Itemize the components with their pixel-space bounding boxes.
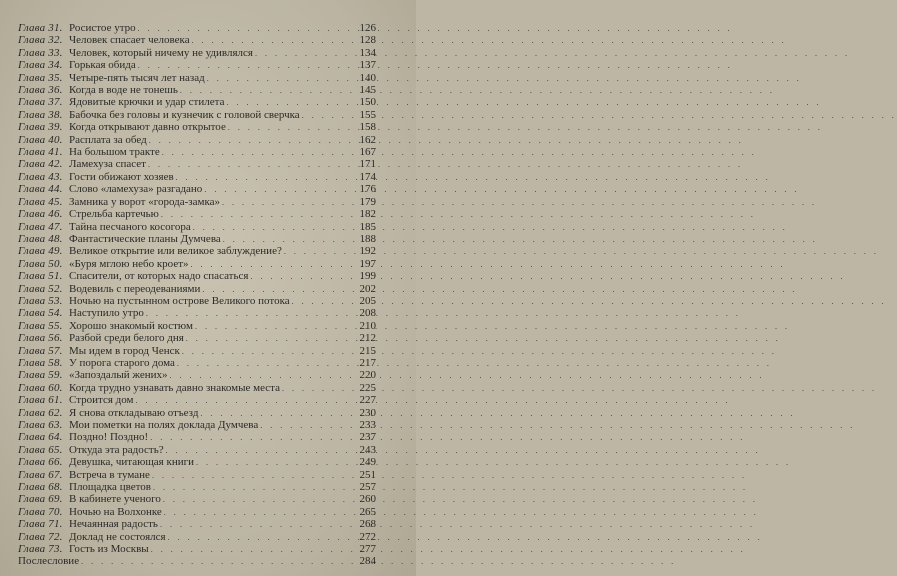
toc-entry-chapter-label: Глава 50.	[18, 257, 63, 270]
toc-entry-page: 188	[359, 232, 376, 245]
toc-entry-chapter-label: Глава 72.	[18, 530, 63, 543]
toc-entry	[18, 47, 376, 59]
dot-leader	[222, 197, 352, 209]
toc-entry-chapter-label: Глава 32.	[18, 34, 63, 47]
toc-entry	[18, 134, 376, 146]
dot-leader	[151, 544, 352, 556]
toc-entry-title: Фантастические планы Думчева	[69, 232, 221, 245]
toc-entry	[18, 109, 376, 121]
toc-entry-page: 284	[359, 555, 376, 568]
toc-entry-title: Гости обижают хозяев	[69, 170, 174, 183]
toc-entry-title: Я снова откладываю отъезд	[69, 406, 199, 419]
toc-entry	[18, 518, 376, 530]
toc-entry-chapter-label: Глава 65.	[18, 443, 63, 456]
toc-entry-title: Наступило утро	[69, 307, 144, 320]
toc-entry-page: 237	[359, 431, 376, 444]
dot-leader	[168, 532, 352, 544]
dot-leader	[152, 470, 352, 482]
toc-entry	[18, 221, 376, 233]
toc-entry-chapter-label: Глава 53.	[18, 294, 63, 307]
dot-leader	[149, 135, 352, 147]
toc-entry-title: Ночью на пустынном острове Великого потока	[69, 294, 290, 307]
toc-entry-page: 260	[359, 493, 376, 506]
toc-entry-page: 134	[359, 46, 376, 59]
toc-entry-page: 265	[359, 505, 376, 518]
toc-entry	[18, 469, 376, 481]
toc-entry-page: 277	[359, 543, 376, 556]
toc-entry-page: 208	[359, 307, 376, 320]
toc-entry-page: 199	[359, 270, 376, 283]
toc-entry-page: 140	[359, 71, 376, 84]
toc-entry-title: «Буря мглою небо кроет»	[69, 257, 189, 270]
toc-entry-chapter-label: Глава 47.	[18, 220, 63, 233]
toc-entry-title: Мы идем в город Ченск	[69, 344, 180, 357]
book-page	[0, 0, 416, 576]
toc-entry-chapter-label: Глава 64.	[18, 431, 63, 444]
toc-entry-page: 212	[359, 332, 376, 345]
toc-entry-page: 162	[359, 133, 376, 146]
dot-leader	[148, 159, 352, 171]
toc-entry-title: Человек спасает человека	[69, 34, 190, 47]
toc-entry	[18, 493, 376, 505]
dot-leader	[163, 494, 352, 506]
toc-entry-page: 217	[359, 356, 376, 369]
toc-entry	[18, 320, 376, 332]
toc-entry-chapter-label: Глава 63.	[18, 419, 63, 431]
toc-entry	[18, 196, 376, 208]
toc-entry-title: Тайна песчаного косогора	[69, 220, 191, 233]
toc-entry-chapter-label: Глава 39.	[18, 121, 63, 134]
toc-entry-chapter-label: Глава 66.	[18, 456, 63, 469]
toc-entry-page: 126	[359, 22, 376, 34]
dot-leader	[186, 333, 352, 345]
toc-entry-title: У порога старого дома	[69, 356, 175, 369]
toc-entry	[18, 531, 376, 543]
dot-leader	[81, 556, 352, 568]
toc-entry-page: 128	[359, 34, 376, 47]
toc-entry-page: 202	[359, 282, 376, 295]
toc-entry-page: 145	[359, 84, 376, 97]
toc-entry-title: Горькая обида	[69, 59, 136, 72]
toc-entry	[18, 431, 376, 443]
toc-entry	[18, 258, 376, 270]
toc-entry-title: Нечаянная радость	[69, 518, 158, 531]
toc-entry-title: Бабочка без головы и кузнечик с головой сверчка	[69, 108, 300, 121]
toc-entry-chapter-label: Глава 60.	[18, 381, 63, 394]
toc-entry-chapter-label: Глава 35.	[18, 71, 63, 84]
toc-entry-chapter-label: Глава 54.	[18, 307, 63, 320]
toc-entry-chapter-label: Глава 33.	[18, 46, 63, 59]
toc-entry-chapter-label: Глава 46.	[18, 208, 63, 221]
toc-entry-page: 158	[359, 121, 376, 134]
toc-entry	[18, 444, 376, 456]
toc-entry-title: Девушка, читающая книги	[69, 456, 195, 469]
toc-entry-page: 249	[359, 456, 376, 469]
toc-entry	[18, 146, 376, 158]
toc-entry-page: 272	[359, 530, 376, 543]
toc-entry-chapter-label: Глава 49.	[18, 245, 63, 258]
toc-entry-chapter-label: Глава 55.	[18, 319, 63, 332]
toc-entry	[18, 208, 376, 220]
toc-entry-page: 205	[359, 294, 376, 307]
toc-entry-page: 192	[359, 245, 376, 258]
toc-entry-chapter-label: Глава 44.	[18, 183, 63, 196]
toc-entry-title: Ядовитые крючки и удар стилета	[69, 96, 225, 109]
toc-entry-page: 150	[359, 96, 376, 109]
toc-entry-title: Площадка цветов	[69, 481, 151, 494]
toc-entry-title: В кабинете ученого	[69, 493, 161, 506]
dot-leader	[164, 507, 352, 519]
toc-entry-chapter-label: Глава 36.	[18, 84, 63, 97]
toc-entry	[18, 158, 376, 170]
toc-entry	[18, 407, 376, 419]
dot-leader	[260, 420, 352, 432]
dot-leader	[282, 383, 352, 395]
toc-entry	[18, 419, 376, 431]
toc-entry-title: Поздно! Поздно!	[69, 431, 149, 444]
toc-entry-title: Водевиль с переодеваниями	[69, 282, 201, 295]
toc-entry	[18, 233, 376, 245]
toc-entry-chapter-label: Глава 45.	[18, 195, 63, 208]
toc-entry-title: Когда открывают давно открытое	[69, 121, 226, 134]
dot-leader	[160, 519, 352, 531]
toc-entry-title: Доклад не состоялся	[69, 530, 166, 543]
toc-entry-chapter-label: Глава 62.	[18, 406, 63, 419]
toc-entry-afterword	[18, 555, 376, 567]
toc-entry-title: Замника у ворот «города-замка»	[69, 195, 221, 208]
toc-entry-chapter-label: Глава 57.	[18, 344, 63, 357]
toc-entry-title: Разбой среди белого дня	[69, 332, 184, 345]
toc-entry-title: Послесловие	[18, 555, 80, 568]
toc-entry	[18, 270, 376, 282]
toc-entry-chapter-label: Глава 71.	[18, 518, 63, 531]
toc-entry-title: Спасители, от которых надо спасаться	[69, 270, 249, 283]
dot-leader	[204, 184, 352, 196]
toc-entry-page: 220	[359, 369, 376, 382]
toc-entry-page: 233	[359, 419, 376, 431]
dot-leader	[228, 122, 352, 134]
toc-entry	[18, 84, 376, 96]
toc-entry-title: Стрельба картечью	[69, 208, 159, 221]
toc-entry	[18, 34, 376, 46]
dot-leader	[196, 457, 352, 469]
toc-entry-title: Человек, который ничему не удивлялся	[69, 46, 253, 59]
dot-leader	[195, 321, 352, 333]
toc-entry-chapter-label: Глава 43.	[18, 170, 63, 183]
toc-entry	[18, 345, 376, 357]
toc-entry-page: 257	[359, 481, 376, 494]
toc-entry	[18, 245, 376, 257]
toc-entry-chapter-label: Глава 69.	[18, 493, 63, 506]
toc-entry-page: 174	[359, 170, 376, 183]
dot-leader	[292, 296, 352, 308]
toc-entry-title: Ночью на Волхонке	[69, 505, 162, 518]
toc-entry-chapter-label: Глава 56.	[18, 332, 63, 345]
toc-entry-page: 176	[359, 183, 376, 196]
toc-entry-page: 167	[359, 146, 376, 159]
toc-entry-title: «Запоздалый жених»	[69, 369, 168, 382]
toc-entry-chapter-label: Глава 34.	[18, 59, 63, 72]
toc-entry	[18, 183, 376, 195]
toc-entry-title: Хорошо знакомый костюм	[69, 319, 193, 332]
toc-entry-page: 155	[359, 108, 376, 121]
toc-entry-title: Откуда эта радость?	[69, 443, 164, 456]
toc-entry-page: 225	[359, 381, 376, 394]
toc-entry-chapter-label: Глава 52.	[18, 282, 63, 295]
toc-entry	[18, 481, 376, 493]
toc-entry-title: Когда трудно узнавать давно знакомые места	[69, 381, 280, 394]
dot-leader	[177, 358, 352, 370]
toc-entry-page: 230	[359, 406, 376, 419]
dot-leader	[284, 246, 352, 258]
toc-entry-page: 179	[359, 195, 376, 208]
toc-entry	[18, 22, 376, 34]
toc-entry	[18, 456, 376, 468]
toc-entry-chapter-label: Глава 68.	[18, 481, 63, 494]
toc-entry-page: 268	[359, 518, 376, 531]
toc-entry	[18, 171, 376, 183]
toc-entry-title: Мои пометки на полях доклада Думчева	[69, 419, 259, 431]
toc-entry	[18, 283, 376, 295]
toc-entry	[18, 357, 376, 369]
dot-leader	[150, 432, 352, 444]
toc-entry-page: 171	[359, 158, 376, 171]
toc-entry-chapter-label: Глава 70.	[18, 505, 63, 518]
toc-entry-chapter-label: Глава 31.	[18, 22, 63, 34]
toc-entry-page: 197	[359, 257, 376, 270]
toc-entry-page: 137	[359, 59, 376, 72]
toc-entry-page: 215	[359, 344, 376, 357]
toc-entry-title: Гость из Москвы	[69, 543, 149, 556]
toc-entry-chapter-label: Глава 40.	[18, 133, 63, 146]
toc-entry-page: 182	[359, 208, 376, 221]
toc-entry-title: Великое открытие или великое заблуждение?	[69, 245, 282, 258]
toc-entry-chapter-label: Глава 61.	[18, 394, 63, 407]
toc-entry-chapter-label: Глава 37.	[18, 96, 63, 109]
toc-entry	[18, 307, 376, 319]
dot-leader	[162, 147, 352, 159]
toc-entry-title: Встреча в тумане	[69, 468, 150, 481]
toc-entry	[18, 72, 376, 84]
toc-entry-chapter-label: Глава 51.	[18, 270, 63, 283]
toc-entry-page: 251	[359, 468, 376, 481]
toc-entry-chapter-label: Глава 42.	[18, 158, 63, 171]
toc-entry-page: 227	[359, 394, 376, 407]
table-of-contents	[18, 22, 376, 568]
toc-entry-chapter-label: Глава 67.	[18, 468, 63, 481]
toc-entry-title: Строится дом	[69, 394, 134, 407]
toc-entry-title: Росистое утро	[69, 22, 136, 34]
toc-entry-title: Слово «ламехуза» разгадано	[69, 183, 203, 196]
toc-entry-chapter-label: Глава 38.	[18, 108, 63, 121]
toc-entry-title: Четыре-пять тысяч лет назад	[69, 71, 205, 84]
toc-entry-page: 185	[359, 220, 376, 233]
dot-leader	[302, 110, 352, 122]
toc-entry	[18, 543, 376, 555]
dot-leader	[153, 482, 352, 494]
toc-entry-title: На большом тракте	[69, 146, 160, 159]
toc-entry	[18, 121, 376, 133]
toc-entry	[18, 96, 376, 108]
toc-entry	[18, 332, 376, 344]
toc-entry	[18, 369, 376, 381]
toc-entry-chapter-label: Глава 48.	[18, 232, 63, 245]
dot-leader	[250, 271, 352, 283]
toc-entry-chapter-label: Глава 59.	[18, 369, 63, 382]
toc-entry	[18, 295, 376, 307]
dot-leader	[255, 48, 352, 60]
toc-entry	[18, 382, 376, 394]
toc-entry	[18, 59, 376, 71]
toc-entry-title: Ламехуза спасет	[69, 158, 146, 171]
toc-entry-title: Когда в воде не тонешь	[69, 84, 178, 97]
toc-entry-chapter-label: Глава 73.	[18, 543, 63, 556]
toc-entry-page: 210	[359, 319, 376, 332]
toc-entry-chapter-label: Глава 58.	[18, 356, 63, 369]
dot-leader	[182, 346, 352, 358]
toc-entry-page: 243	[359, 443, 376, 456]
toc-entry	[18, 506, 376, 518]
toc-entry-title: Расплата за обед	[69, 133, 147, 146]
toc-entry	[18, 394, 376, 406]
dot-leader	[207, 73, 352, 85]
toc-entry-chapter-label: Глава 41.	[18, 146, 63, 159]
